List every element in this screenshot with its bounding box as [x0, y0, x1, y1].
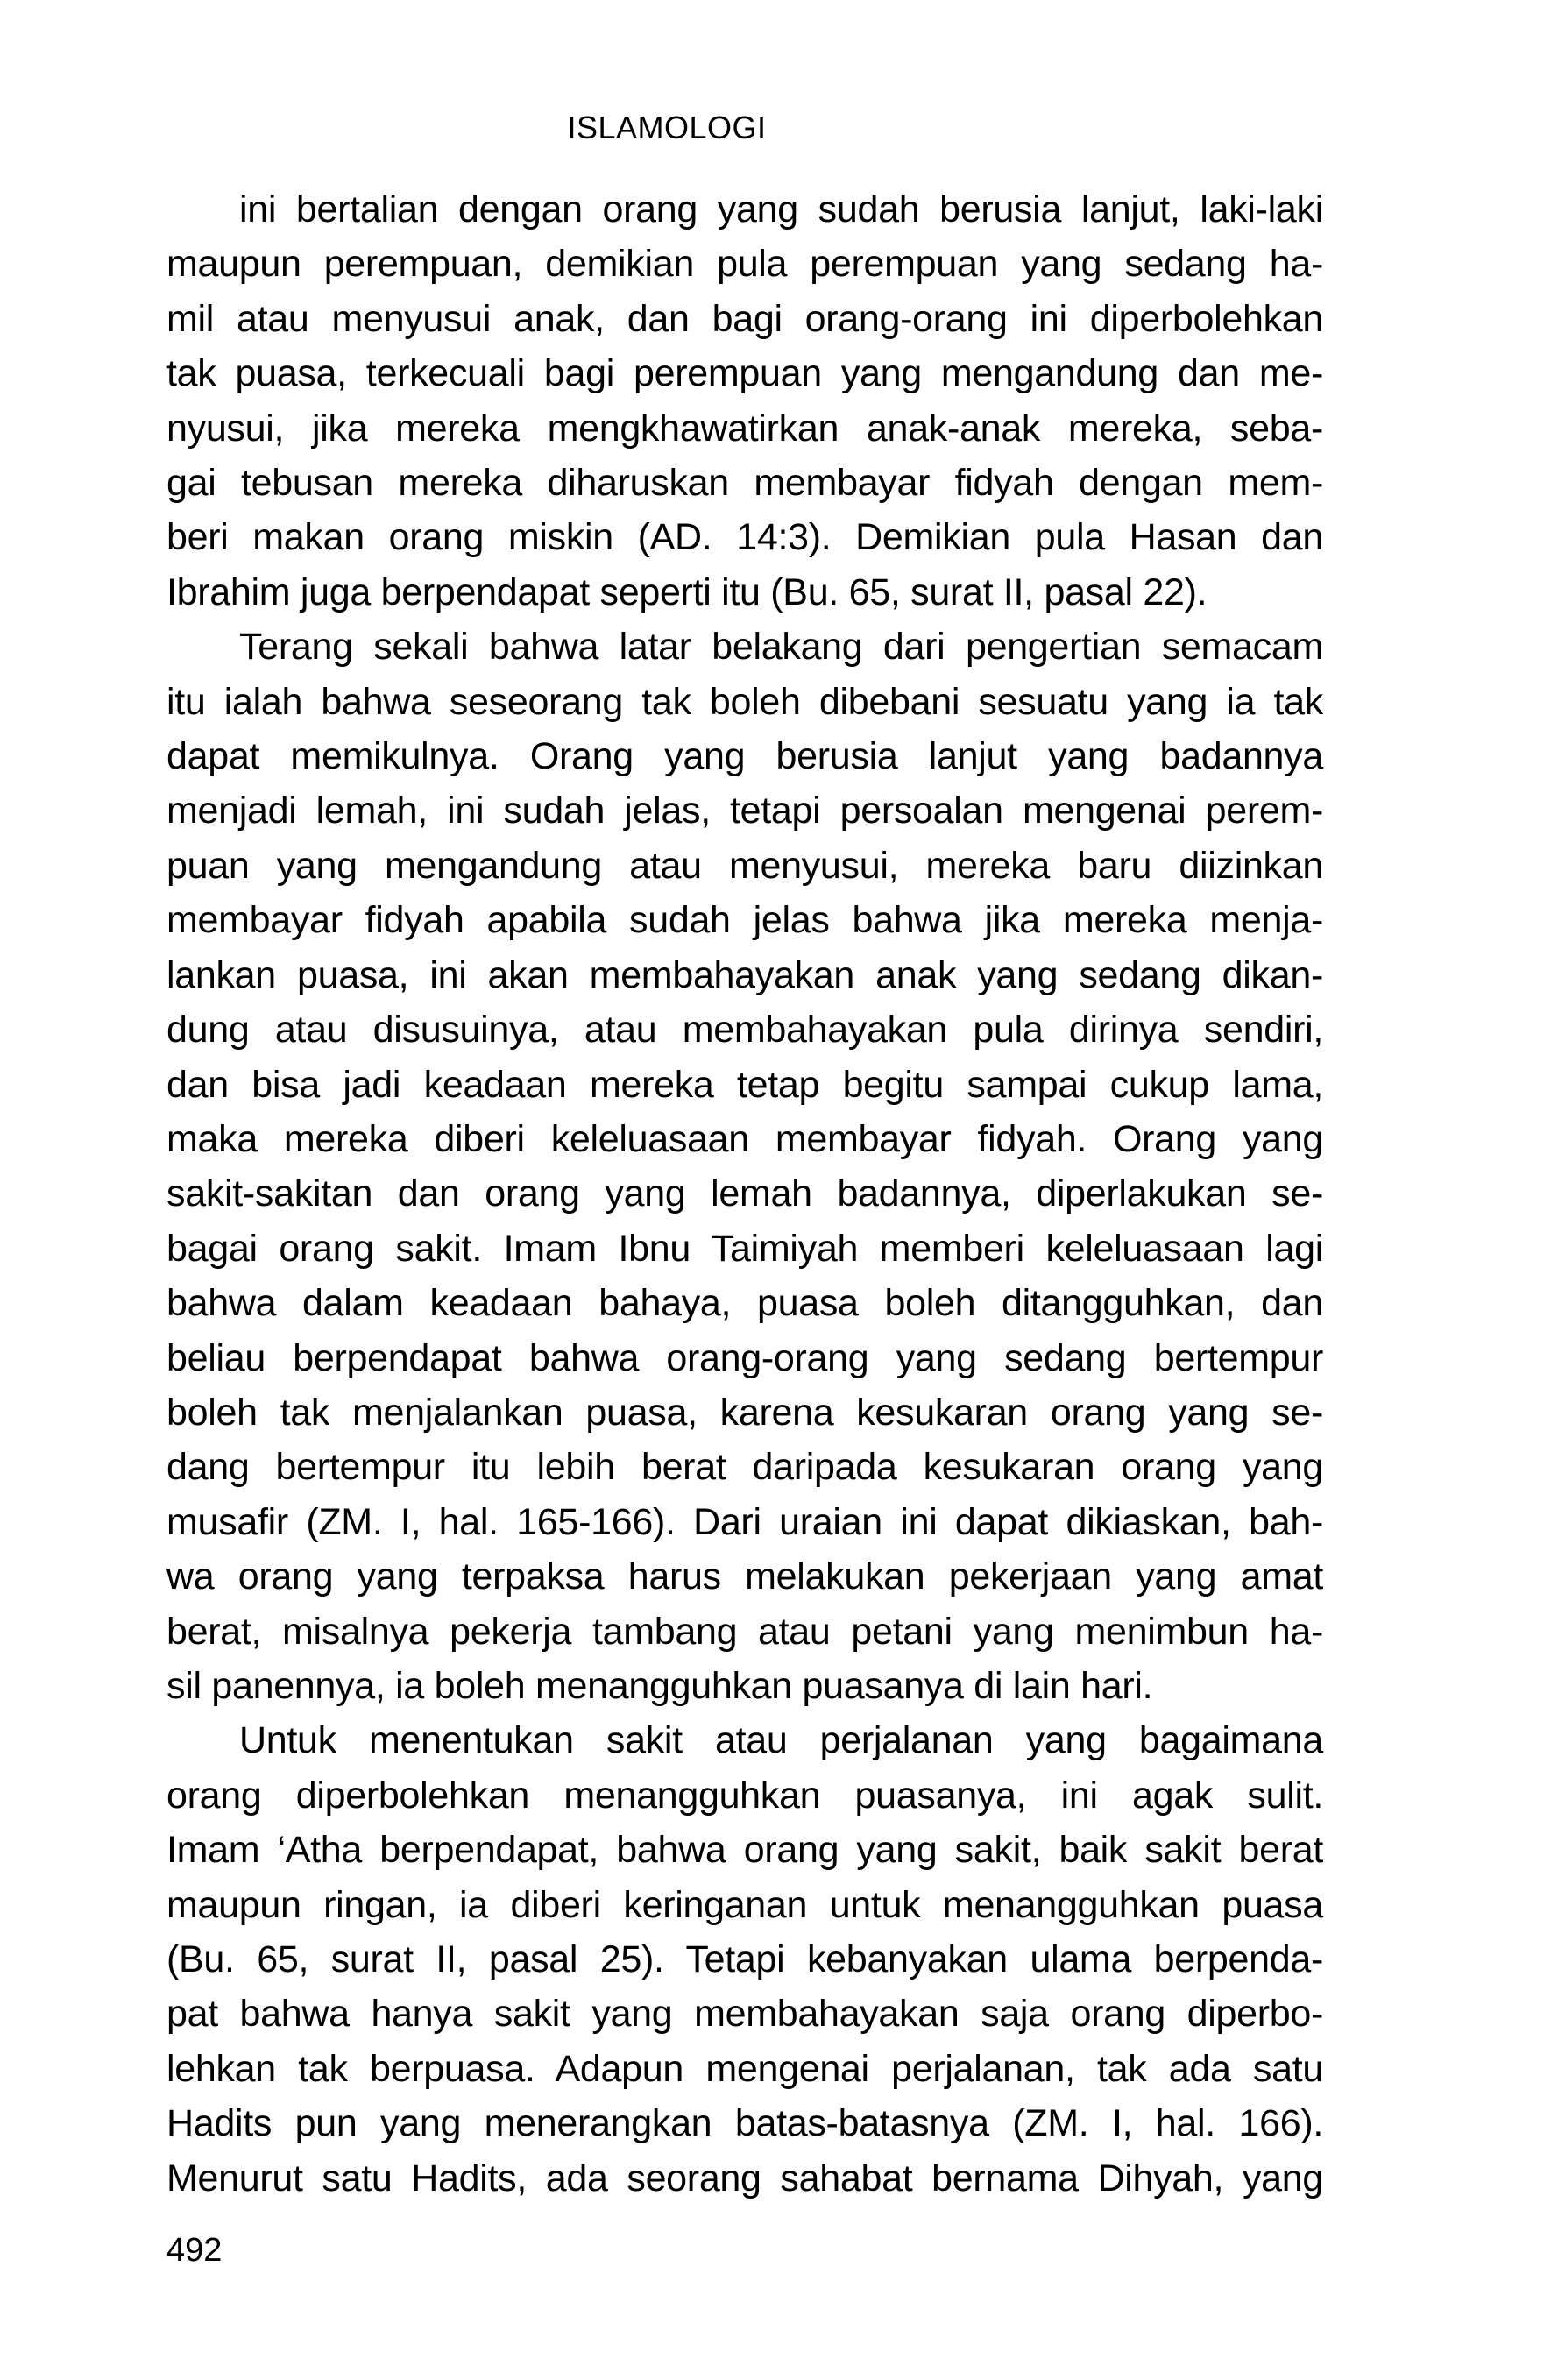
text-line: bahwa dalam keadaan bahaya, puasa boleh ditangguhkan, dan	[166, 1282, 1323, 1325]
text-line: dang bertempur itu lebih berat daripada kesukaran orang yang	[166, 1446, 1323, 1489]
text-line: orang diperbolehkan menangguhkan puasanya, ini agak sulit.	[166, 1774, 1323, 1817]
text-line: beliau berpendapat bahwa orang-orang yang sedang bertempur	[166, 1336, 1323, 1379]
text-line: tak puasa, terkecuali bagi perempuan yang mengandung dan me-	[166, 352, 1323, 395]
text-line: sakit-sakitan dan orang yang lemah badannya, diperlakukan se-	[166, 1172, 1323, 1215]
text-line: mil atau menyusui anak, dan bagi orang-orang ini diperbolehkan	[166, 297, 1323, 340]
text-line: lankan puasa, ini akan membahayakan anak yang sedang dikan-	[166, 953, 1323, 996]
text-line: bagai orang sakit. Imam Ibnu Taimiyah memberi keleluasaan lagi	[166, 1227, 1323, 1270]
text-line: itu ialah bahwa seseorang tak boleh dibebani sesuatu yang ia tak	[166, 680, 1323, 723]
text-line: membayar fidyah apabila sudah jelas bahwa jika mereka menja-	[166, 899, 1323, 942]
text-line: Imam ‘Atha berpendapat, bahwa orang yang sakit, baik sakit berat	[166, 1829, 1323, 1872]
text-line: sil panennya, ia boleh menangguhkan puasanya di lain hari.	[166, 1664, 1153, 1707]
page-number: 492	[166, 2232, 223, 2269]
text-line: ini bertalian dengan orang yang sudah berusia lanjut, laki-laki	[239, 188, 1323, 230]
text-line: Ibrahim juga berpendapat seperti itu (Bu. 65, surat II, pasal 22).	[166, 570, 1208, 613]
text-line: musafir (ZM. I, hal. 165-166). Dari uraian ini dapat dikiaskan, bah-	[166, 1500, 1323, 1543]
text-line: Untuk menentukan sakit atau perjalanan yang bagaimana	[239, 1719, 1323, 1762]
text-line: lehkan tak berpuasa. Adapun mengenai perjalanan, tak ada satu	[166, 2047, 1323, 2090]
text-line: nyusui, jika mereka mengkhawatirkan anak-anak mereka, seba-	[166, 407, 1323, 450]
running-header-title: ISLAMOLOGI	[567, 110, 767, 145]
text-line: menjadi lemah, ini sudah jelas, tetapi persoalan mengenai perem-	[166, 790, 1323, 832]
text-line: berat, misalnya pekerja tambang atau petani yang menimbun ha-	[166, 1610, 1323, 1653]
text-line: Terang sekali bahwa latar belakang dari pengertian semacam	[239, 626, 1323, 669]
text-line: maupun perempuan, demikian pula perempuan yang sedang ha-	[166, 243, 1323, 286]
text-line: Menurut satu Hadits, ada seorang sahabat bernama Dihyah, yang	[166, 2157, 1323, 2199]
text-line: wa orang yang terpaksa harus melakukan pekerjaan yang amat	[166, 1555, 1323, 1598]
text-line: Hadits pun yang menerangkan batas-batasnya (ZM. I, hal. 166).	[166, 2102, 1323, 2145]
text-line: pat bahwa hanya sakit yang membahayakan saja orang diperbo-	[166, 1993, 1323, 2036]
text-line: boleh tak menjalankan puasa, karena kesukaran orang yang se-	[166, 1391, 1323, 1434]
text-line: (Bu. 65, surat II, pasal 25). Tetapi kebanyakan ulama berpenda-	[166, 1938, 1323, 1980]
text-line: dapat memikulnya. Orang yang berusia lanjut yang badannya	[166, 735, 1323, 778]
text-line: maka mereka diberi keleluasaan membayar fidyah. Orang yang	[166, 1117, 1323, 1160]
text-line: puan yang mengandung atau menyusui, mereka baru diizinkan	[166, 844, 1323, 887]
text-line: gai tebusan mereka diharuskan membayar fidyah dengan mem-	[166, 462, 1323, 505]
text-line: dan bisa jadi keadaan mereka tetap begitu sampai cukup lama,	[166, 1063, 1323, 1106]
page-body	[166, 182, 1323, 2206]
text-line: beri makan orang miskin (AD. 14:3). Demikian pula Hasan dan	[166, 516, 1323, 559]
text-line: dung atau disusuinya, atau membahayakan pula dirinya sendiri,	[166, 1009, 1323, 1052]
text-line: maupun ringan, ia diberi keringanan untuk menangguhkan puasa	[166, 1883, 1323, 1926]
